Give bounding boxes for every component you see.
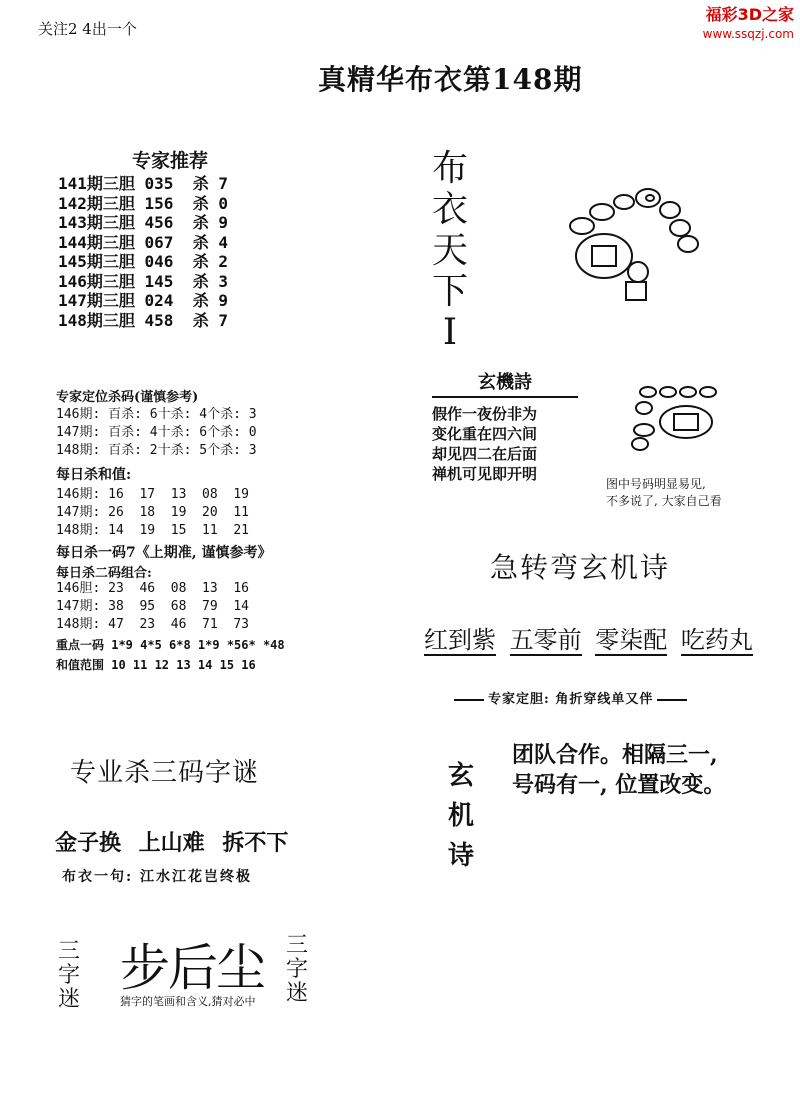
two-row: 147期: 38 95 68 79 14 <box>56 599 250 614</box>
riddle-note: 猜字的笔画和含义,猜对必中 <box>120 995 256 1008</box>
riddle-side-right: 三字迷 <box>285 933 308 1006</box>
figure-note-line: 图中号码明显易见, <box>606 477 706 491</box>
team-line: 团队合作。相隔三一, <box>512 742 718 768</box>
sum-range: 和值范围 10 11 12 13 14 15 16 <box>56 658 256 672</box>
brand-name: 福彩3D之家 <box>705 5 794 24</box>
xuanji-line: 却见四二在后面 <box>432 445 538 463</box>
team-line: 号码有一, 位置改变。 <box>512 772 726 798</box>
site-logo[interactable] <box>703 2 794 41</box>
daily-sum-title: 每日杀和值: <box>56 467 132 483</box>
coin-chain-figure <box>568 186 718 306</box>
two-row: 148期: 47 23 46 71 73 <box>56 617 250 632</box>
expert-dan-text: 专家定胆: 角折穿线单又伴 <box>488 692 654 707</box>
xj-vertical-title: 玄机诗 <box>447 761 474 871</box>
kill-row: 148期: 百杀: 2十杀: 5个杀: 3 <box>56 443 257 458</box>
page-title: 真精华布衣第148期 <box>318 63 583 96</box>
poem-title: 急转弯玄机诗 <box>490 551 671 584</box>
xuanji-line: 变化重在四六间 <box>432 425 538 443</box>
rec-row: 143期三胆 456 杀 9 <box>58 213 228 232</box>
daily-two-title: 每日杀二码组合: <box>56 566 152 581</box>
riddle-title: 专业杀三码字谜 <box>70 758 260 788</box>
xuanji-line: 假作一夜份非为 <box>432 405 538 423</box>
daily-one-code: 每日杀一码7《上期准, 谨慎参考》 <box>56 545 272 561</box>
rec-row: 142期三胆 156 杀 0 <box>58 193 228 213</box>
poem-word: 五零前 <box>509 626 582 654</box>
kill-row: 146期: 百杀: 6十杀: 4个杀: 3 <box>56 407 257 422</box>
poem-word: 红到紫 <box>424 626 496 654</box>
daily-sum-list <box>56 486 249 540</box>
divider <box>454 699 484 701</box>
buyi-vertical-title: 布衣天下I <box>431 148 468 353</box>
daily-two-list <box>56 580 249 634</box>
expert-rec-title: 专家推荐 <box>132 150 209 172</box>
brand-url: www.ssqzj.com <box>702 27 794 41</box>
kill-row: 147期: 百杀: 4十杀: 6个杀: 0 <box>56 425 257 440</box>
riddle-line: 金子换 上山难 拆不下 <box>55 831 289 856</box>
sum-row: 148期: 14 19 15 11 21 <box>56 523 250 538</box>
divider <box>657 699 687 701</box>
rec-row: 147期三胆 024 杀 9 <box>58 291 228 310</box>
coin-figure-small <box>626 384 736 456</box>
rec-row: 145期三胆 046 杀 2 <box>58 252 228 271</box>
figure-note <box>606 476 722 510</box>
riddle-side-left: 三字迷 <box>57 939 80 1012</box>
figure-note-line: 不多说了, 大家自己看 <box>606 494 722 508</box>
poem-word: 零柒配 <box>595 626 668 654</box>
poem-word: 吃药丸 <box>680 626 753 654</box>
sum-row: 146期: 16 17 13 08 19 <box>56 487 250 502</box>
expert-rec-list <box>58 174 228 330</box>
poem-line <box>424 620 753 655</box>
rec-row: 144期三胆 067 杀 4 <box>58 232 228 252</box>
xuanji-poem-box <box>432 368 578 484</box>
buyi-line: 布衣一句: 江水江花岂终极 <box>62 869 253 885</box>
key-code: 重点一码 1*9 4*5 6*8 1*9 *56* *48 <box>56 638 285 652</box>
xuanji-line: 禅机可见即开明 <box>432 465 538 483</box>
kill-position-title: 专家定位杀码(谨慎参考) <box>56 390 199 405</box>
xuanji-title: 玄機詩 <box>432 368 578 398</box>
kill-position-list <box>56 406 257 460</box>
riddle-big-text: 步后尘 <box>120 939 264 997</box>
sum-row: 147期: 26 18 19 20 11 <box>56 505 250 520</box>
team-text <box>512 740 725 800</box>
expert-dan <box>450 688 691 707</box>
rec-row: 148期三胆 458 杀 7 <box>58 310 228 330</box>
rec-row: 146期三胆 145 杀 3 <box>58 271 228 291</box>
top-note: 关注2 4出一个 <box>38 20 137 38</box>
two-row: 146胆: 23 46 08 13 16 <box>56 581 250 596</box>
rec-row: 141期三胆 035 杀 7 <box>58 174 228 193</box>
